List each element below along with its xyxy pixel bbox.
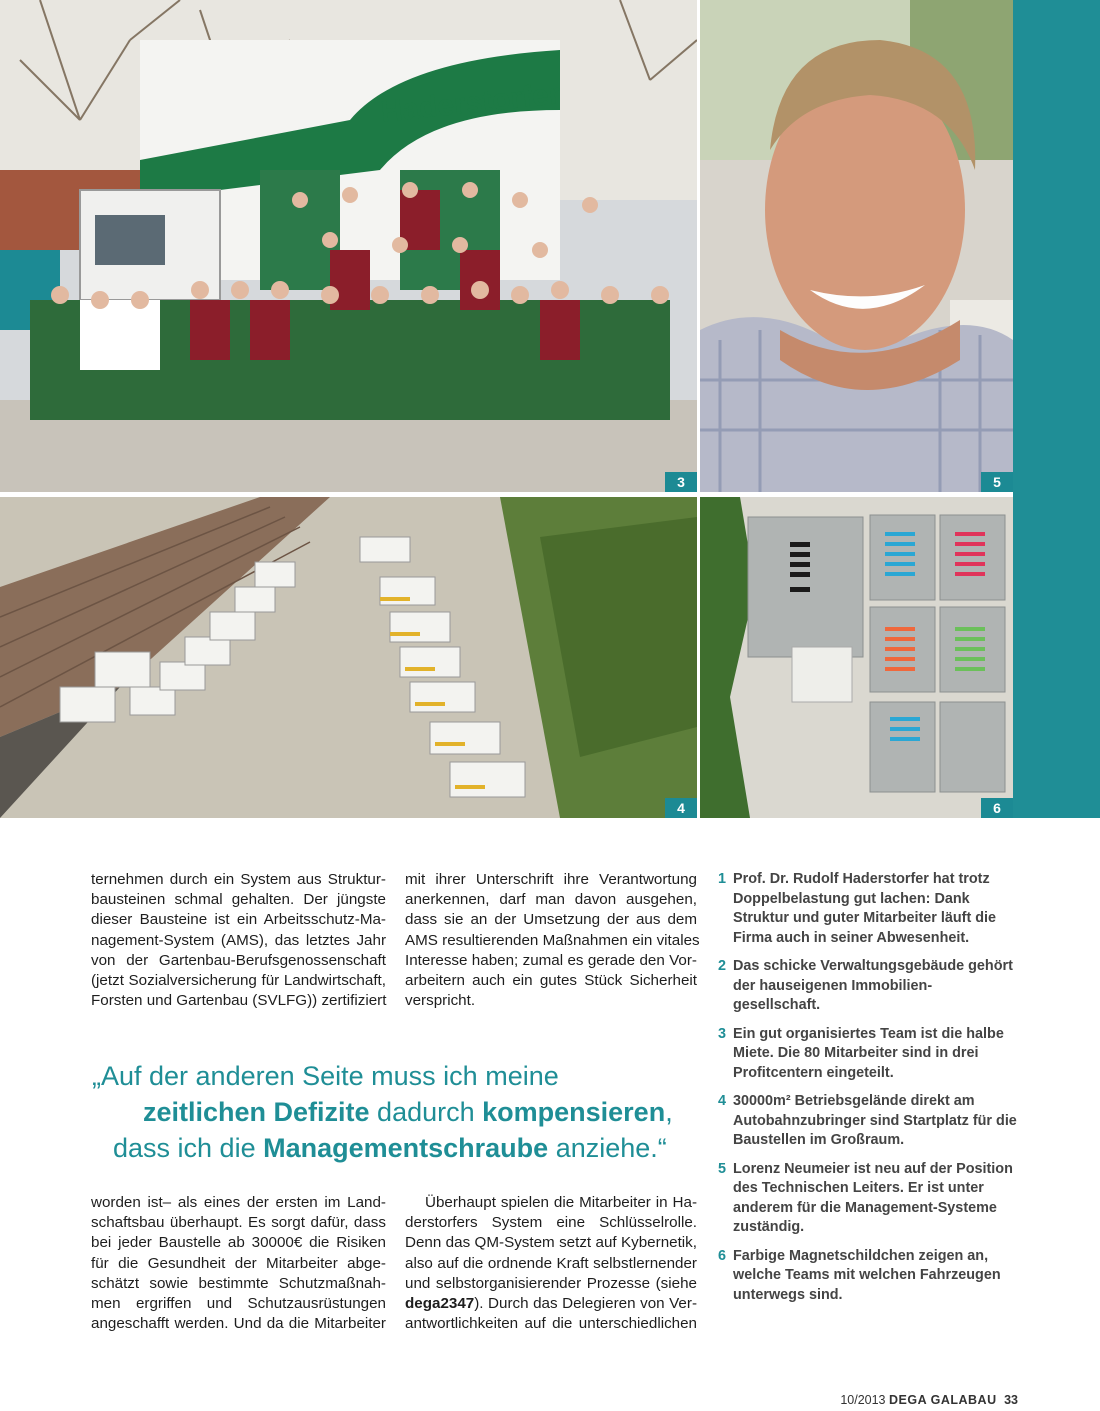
photo-number-5: 5	[981, 472, 1013, 492]
body-line: dieser Bausteine ist ein Arbeitsschutz-Ma-	[91, 911, 386, 929]
caption-text: Prof. Dr. Rudolf Haderstorfer hat trotz Doppelbelastung gut lachen: Dank Struktur und guter Mitarbeiter läuft die Firma auch in seiner Abwesenheit.	[733, 871, 997, 946]
caption-number: 5	[718, 1160, 727, 1177]
body-line: arbeitern auch ein gutes Stück Sicherheit	[405, 972, 697, 990]
caption-item	[718, 957, 1018, 1016]
caption-number: 4	[718, 1093, 727, 1109]
caption-number: 3	[718, 1025, 727, 1042]
caption-text: Ein gut organisiertes Team ist die halbe Miete. Die 80 Mitarbeiter sind in drei Profitcentern eingeteilt.	[733, 1025, 1004, 1081]
body-text: Überhaupt spielen die Mitarbeiter in Ha-	[425, 1194, 697, 1211]
body-line: bausteinen schmal gehalten. Der jüngste	[91, 891, 386, 909]
body-line: derstorfers System eine Schlüsselrolle.	[405, 1214, 697, 1232]
body-line: schätzt sowie bestimmte Schutzmaßnah-	[91, 1274, 386, 1292]
pull-quote-line-2	[60, 1094, 700, 1130]
portrait-photo	[700, 0, 1013, 492]
caption-number: 6	[718, 1247, 727, 1264]
body-line: ternehmen durch ein System aus Struktur-	[91, 871, 386, 888]
body-line: also auf die ordnende Kraft selbstlernender	[405, 1254, 697, 1272]
body-line: men ergriffen und Schutzausrüstungen	[91, 1295, 386, 1313]
pull-quote	[60, 1058, 700, 1166]
body-line: und selbstorganisierender Prozesse (siehe	[405, 1274, 697, 1292]
caption-item	[718, 1092, 1018, 1151]
pull-quote-text: anziehe.“	[548, 1133, 667, 1163]
pull-quote-emphasis: kompensieren	[482, 1097, 666, 1127]
body-line: für die Gesundheit der Mitarbeiter abge-	[91, 1254, 386, 1272]
fleet-photo	[0, 497, 697, 818]
caption-item	[718, 870, 1018, 948]
page-footer	[840, 1393, 1018, 1407]
body-line: AMS resultierenden Maßnahmen ein vitales	[405, 931, 700, 949]
caption-text: 30000m² Betriebsgelände direkt am Autobahnzubringer sind Startplatz für die Baustellen im Großraum.	[733, 1093, 1017, 1148]
body-line: (jetzt Sozialversicherung für Landwirtschaft,	[91, 972, 386, 990]
page-number: 33	[1004, 1393, 1018, 1407]
photo-captions	[718, 870, 1018, 1314]
body-line: von der Gartenbau-Berufsgenossenschaft	[91, 951, 386, 969]
team-photo-sign: Haderstorfer	[379, 77, 562, 129]
boards-photo	[700, 497, 1013, 818]
pull-quote-text: dass ich die	[113, 1133, 264, 1163]
body-line: Interesse haben; zumal es gerade den Vor-	[405, 951, 697, 969]
body-line: angeschafft werden. Und da die Mitarbeiter	[91, 1315, 386, 1333]
caption-item	[718, 1025, 1018, 1084]
photo-number-4: 4	[665, 798, 697, 818]
photo-number-6: 6	[981, 798, 1013, 818]
pull-quote-line-3	[60, 1130, 700, 1166]
pull-quote-text: ,	[665, 1097, 673, 1127]
magazine-brand: DEGA GALABAU	[888, 1393, 997, 1407]
body-col1-bottom	[91, 1193, 386, 1334]
pull-quote-text: dadurch	[369, 1097, 483, 1127]
body-col1-top	[91, 870, 386, 1011]
body-line: Denn das QM-System setzt auf Kybernetik,	[405, 1234, 697, 1252]
body-line: Forsten und Gartenbau (SVLFG)) zertifiziert	[91, 992, 387, 1010]
body-line: nagement-System (AMS), das letztes Jahr	[91, 931, 386, 949]
caption-item	[718, 1160, 1018, 1238]
issue-label: 10/2013	[840, 1393, 886, 1407]
accent-strip	[1013, 0, 1100, 818]
body-line: verspricht.	[405, 992, 476, 1010]
body-line: mit ihrer Unterschrift ihre Verantwortung	[405, 871, 697, 888]
pull-quote-line-1	[60, 1058, 700, 1094]
body-line: anerkennen, darf man davon ausgehen,	[405, 891, 697, 909]
caption-text: Lorenz Neumeier ist neu auf der Position des Technischen Leiters. Er ist unter anderem für die Management-Systeme zuständig.	[733, 1160, 1013, 1235]
body-line	[405, 1193, 697, 1213]
dega-code: dega2347	[405, 1295, 475, 1313]
body-line: dass sie an der Umsetzung der aus dem	[405, 911, 697, 929]
body-line: schaftsbau überhaupt. Es sorgt dafür, dass	[91, 1214, 386, 1232]
caption-number: 2	[718, 958, 727, 974]
body-text: ). Durch das Delegieren von Ver-	[474, 1295, 697, 1313]
caption-text: Farbige Magnetschildchen zeigen an, welche Teams mit welchen Fahrzeugen unterwegs sind.	[733, 1247, 1001, 1303]
pull-quote-text: „Auf der anderen Seite muss ich meine	[92, 1061, 559, 1091]
caption-text: Das schicke Verwaltungsgebäude gehört der hauseigenen Immobilien-gesellschaft.	[733, 958, 1013, 1013]
body-line: bei jeder Baustelle ab 30000€ die Risiken	[91, 1234, 386, 1252]
body-line: antwortlichkeiten auf die unterschiedlichen	[405, 1315, 697, 1333]
team-photo	[0, 0, 697, 492]
body-col2-top	[405, 870, 700, 1011]
body-col2-bottom	[405, 1193, 697, 1334]
body-line	[405, 1294, 697, 1314]
photo-number-3: 3	[665, 472, 697, 492]
caption-number: 1	[718, 871, 727, 887]
body-line: worden ist– als eines der ersten im Land-	[91, 1194, 386, 1211]
pull-quote-emphasis: zeitlichen Defizite	[143, 1097, 370, 1127]
caption-item	[718, 1247, 1018, 1306]
pull-quote-emphasis: Managementschraube	[263, 1133, 549, 1163]
